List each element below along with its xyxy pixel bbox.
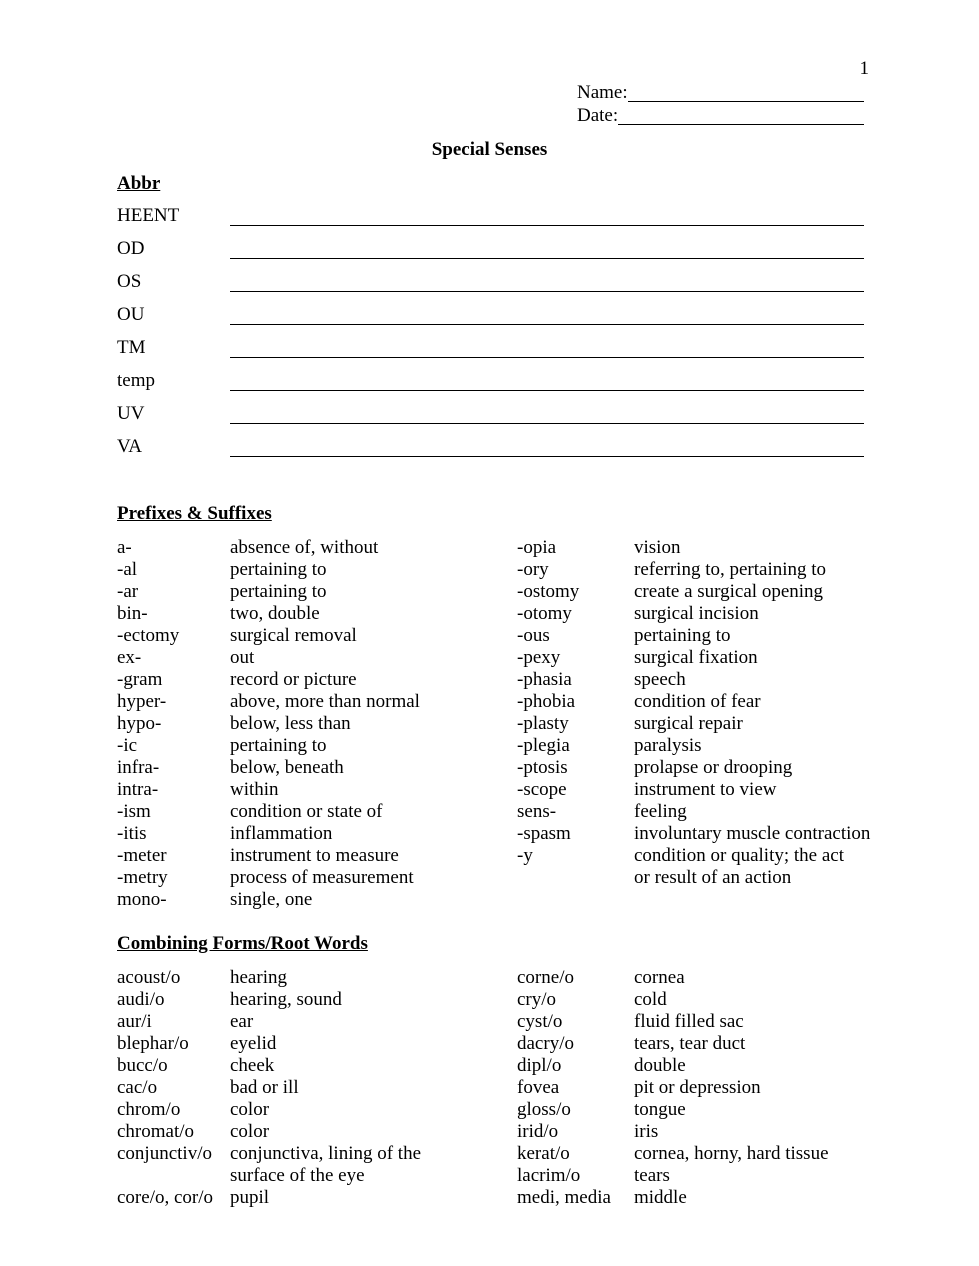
combining-forms-section: [117, 933, 979, 1209]
prefix-right-definition: condition or quality; the act: [634, 845, 845, 866]
prefix-left-definition: within: [230, 779, 279, 800]
combining-right-term: corne/o: [517, 967, 574, 988]
combining-right-term: kerat/o: [517, 1143, 570, 1164]
abbr-heading: Abbr: [117, 173, 161, 194]
abbr-fill-line: [230, 238, 864, 259]
prefix-left-definition: absence of, without: [230, 537, 379, 558]
combining-left-term: acoust/o: [117, 967, 181, 988]
abbr-row: [117, 403, 864, 436]
prefix-right-definition: prolapse or drooping: [634, 757, 793, 778]
abbr-fill-line: [230, 337, 864, 358]
prefix-left-term: infra-: [117, 757, 160, 778]
abbr-term: OS: [117, 271, 142, 292]
prefix-left-definition: pertaining to: [230, 581, 327, 602]
prefix-left-term: a-: [117, 537, 132, 558]
combining-left-term: conjunctiv/o: [117, 1143, 212, 1164]
prefix-left-definition: single, one: [230, 889, 313, 910]
prefix-left-definition: process of measurement: [230, 867, 414, 888]
combining-right-definition: middle: [634, 1187, 687, 1208]
prefix-left-definition: below, less than: [230, 713, 351, 734]
prefix-right-definition: surgical fixation: [634, 647, 758, 668]
prefix-right-definition: or result of an action: [634, 867, 792, 888]
prefix-left-term: -meter: [117, 845, 167, 866]
name-row: [577, 81, 864, 104]
abbr-term: temp: [117, 370, 155, 391]
combining-right-definition: cold: [634, 989, 667, 1010]
prefix-right-term: -opia: [517, 537, 557, 558]
prefix-right-term: -spasm: [517, 823, 571, 844]
abbr-term: UV: [117, 403, 145, 424]
prefix-left-term: -itis: [117, 823, 147, 844]
prefix-right-definition: surgical repair: [634, 713, 743, 734]
name-label: Name:: [577, 82, 628, 103]
prefix-right-definition: involuntary muscle contraction: [634, 823, 871, 844]
combining-heading: Combining Forms/Root Words: [117, 933, 368, 954]
prefix-right-definition: paralysis: [634, 735, 702, 756]
prefixes-heading: Prefixes & Suffixes: [117, 503, 272, 524]
prefix-right-definition: condition of fear: [634, 691, 761, 712]
abbr-row: [117, 205, 864, 238]
prefix-left-definition: two, double: [230, 603, 320, 624]
abbr-list: [117, 205, 864, 469]
combining-left-term: chrom/o: [117, 1099, 181, 1120]
combining-left-definition: pupil: [230, 1187, 270, 1208]
combining-left-definition: cheek: [230, 1055, 275, 1076]
prefix-left-definition: record or picture: [230, 669, 357, 690]
combining-right-term: lacrim/o: [517, 1165, 581, 1186]
prefix-left-term: -al: [117, 559, 138, 580]
prefix-left-term: hyper-: [117, 691, 167, 712]
combining-right-definition: iris: [634, 1121, 659, 1142]
combining-right-term: medi, media: [517, 1187, 611, 1208]
prefix-left-term: intra-: [117, 779, 159, 800]
prefix-left-term: -gram: [117, 669, 163, 690]
prefixes-suffixes-section: [117, 503, 979, 911]
combining-left-term: cac/o: [117, 1077, 158, 1098]
combining-left-definition: bad or ill: [230, 1077, 299, 1098]
prefix-left-definition: pertaining to: [230, 735, 327, 756]
combining-left-term: audi/o: [117, 989, 165, 1010]
abbr-row: [117, 370, 864, 403]
abbr-fill-line: [230, 304, 864, 325]
abbr-row: [117, 271, 864, 304]
combining-right-term: dacry/o: [517, 1033, 574, 1054]
prefix-left-term: -ectomy: [117, 625, 180, 646]
abbr-term: TM: [117, 337, 146, 358]
prefix-right-term: [517, 889, 634, 911]
combining-left-term: core/o, cor/o: [117, 1187, 214, 1208]
combining-left-term: blephar/o: [117, 1033, 189, 1054]
abbr-row: [117, 238, 864, 271]
abbr-term: VA: [117, 436, 142, 457]
abbr-row: [117, 436, 864, 469]
page-title: Special Senses: [431, 139, 548, 160]
combining-right-definition: cornea: [634, 967, 685, 988]
combining-right-term: fovea: [517, 1077, 560, 1098]
combining-forms-table: [117, 967, 871, 1209]
abbr-row: [117, 337, 864, 370]
abbr-fill-line: [230, 370, 864, 391]
prefix-suffix-table: [117, 537, 871, 911]
prefix-right-term: -plegia: [517, 735, 570, 756]
prefix-right-term: -phobia: [517, 691, 576, 712]
date-label: Date:: [577, 105, 619, 126]
combining-right-term: dipl/o: [517, 1055, 562, 1076]
prefix-right-definition: vision: [634, 537, 681, 558]
prefix-left-term: -ism: [117, 801, 151, 822]
prefix-right-term: sens-: [517, 801, 557, 822]
prefix-left-definition: out: [230, 647, 255, 668]
prefix-right-definition: instrument to view: [634, 779, 777, 800]
combining-right-term: gloss/o: [517, 1099, 571, 1120]
prefix-right-term: -phasia: [517, 669, 572, 690]
abbr-term: OU: [117, 304, 145, 325]
prefix-left-term: hypo-: [117, 713, 162, 734]
prefix-left-definition: surgical removal: [230, 625, 357, 646]
prefix-left-definition: inflammation: [230, 823, 333, 844]
prefix-right-term: -pexy: [517, 647, 561, 668]
date-row: [577, 104, 864, 127]
combining-right-term: irid/o: [517, 1121, 559, 1142]
combining-left-definition: eyelid: [230, 1033, 277, 1054]
prefix-right-term: [517, 867, 634, 889]
prefix-right-term: -plasty: [517, 713, 569, 734]
prefix-left-term: -ar: [117, 581, 139, 602]
combining-left-term: bucc/o: [117, 1055, 168, 1076]
prefix-left-term: mono-: [117, 889, 167, 910]
prefix-right-term: -otomy: [517, 603, 572, 624]
prefix-right-term: -ory: [517, 559, 549, 580]
prefix-right-definition: surgical incision: [634, 603, 759, 624]
combining-right-definition: tears: [634, 1165, 670, 1186]
name-date-block: [577, 81, 864, 127]
combining-left-definition: surface of the eye: [230, 1165, 365, 1186]
prefix-right-definition: referring to, pertaining to: [634, 559, 827, 580]
combining-right-term: cry/o: [517, 989, 557, 1010]
combining-right-definition: tongue: [634, 1099, 686, 1120]
combining-right-term: cyst/o: [517, 1011, 563, 1032]
prefix-right-term: -scope: [517, 779, 567, 800]
combining-right-definition: tears, tear duct: [634, 1033, 746, 1054]
combining-left-definition: color: [230, 1121, 270, 1142]
prefix-right-definition: feeling: [634, 801, 687, 822]
prefix-right-term: -ptosis: [517, 757, 568, 778]
prefix-left-term: bin-: [117, 603, 148, 624]
abbreviations-section: [117, 0, 979, 469]
abbr-term: OD: [117, 238, 145, 259]
prefix-left-definition: pertaining to: [230, 559, 327, 580]
abbr-row: [117, 304, 864, 337]
prefix-left-definition: below, beneath: [230, 757, 344, 778]
prefix-right-definition: create a surgical opening: [634, 581, 824, 602]
combining-left-definition: hearing, sound: [230, 989, 342, 1010]
prefix-right-definition: pertaining to: [634, 625, 731, 646]
combining-left-definition: color: [230, 1099, 270, 1120]
prefix-left-term: -metry: [117, 867, 168, 888]
combining-left-term: aur/i: [117, 1011, 152, 1032]
abbr-fill-line: [230, 436, 864, 457]
combining-right-definition: pit or depression: [634, 1077, 761, 1098]
abbr-term: HEENT: [117, 205, 180, 226]
prefix-left-definition: instrument to measure: [230, 845, 399, 866]
combining-left-term: chromat/o: [117, 1121, 195, 1142]
prefix-right-term: -ous: [517, 625, 550, 646]
name-fill-line: [628, 81, 864, 102]
combining-right-definition: cornea, horny, hard tissue: [634, 1143, 829, 1164]
combining-left-definition: conjunctiva, lining of the: [230, 1143, 422, 1164]
page-number: 1: [859, 58, 869, 79]
abbr-fill-line: [230, 205, 864, 226]
combining-right-definition: fluid filled sac: [634, 1011, 744, 1032]
prefix-left-definition: above, more than normal: [230, 691, 420, 712]
prefix-right-term: -ostomy: [517, 581, 580, 602]
date-fill-line: [618, 104, 864, 125]
prefix-right-term: -y: [517, 845, 533, 866]
prefix-left-term: ex-: [117, 647, 142, 668]
combining-left-definition: ear: [230, 1011, 254, 1032]
abbr-fill-line: [230, 271, 864, 292]
combining-right-definition: double: [634, 1055, 686, 1076]
combining-left-definition: hearing: [230, 967, 287, 988]
prefix-left-term: -ic: [117, 735, 138, 756]
prefix-left-definition: condition or state of: [230, 801, 383, 822]
prefix-right-definition: speech: [634, 669, 686, 690]
combining-left-term: [117, 1165, 230, 1187]
prefix-right-definition: [634, 889, 871, 911]
abbr-fill-line: [230, 403, 864, 424]
